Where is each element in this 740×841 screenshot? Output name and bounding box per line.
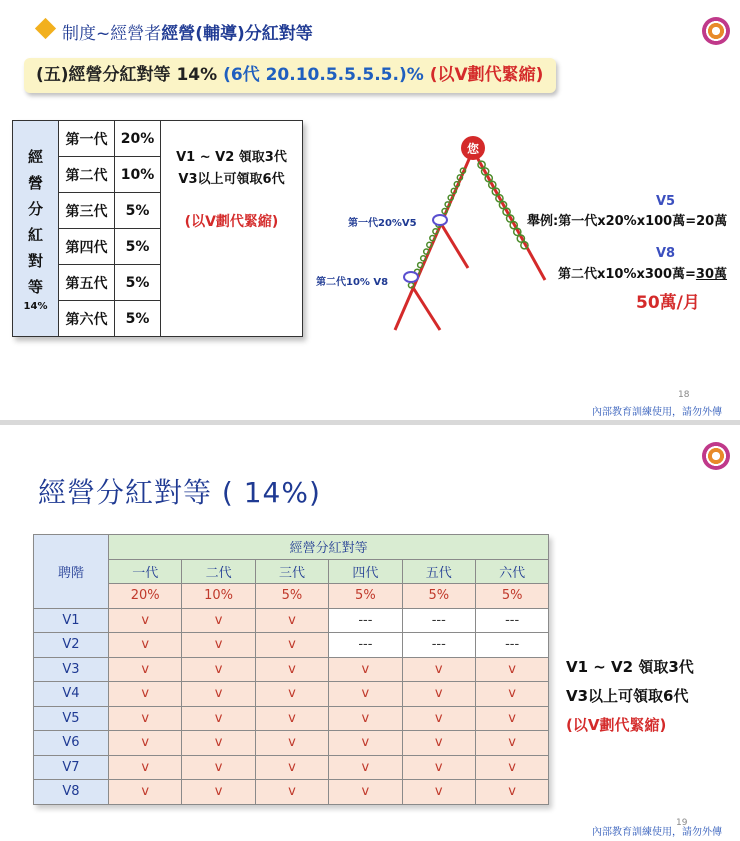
rank-note: V1 ~ V2 領取3代 V3以上可領取6代 (以V劃代緊縮): [566, 658, 694, 734]
eligible-cell: v: [255, 608, 328, 633]
percentage-cell: 5%: [115, 265, 161, 301]
eligible-cell: v: [182, 657, 255, 682]
eligible-cell: v: [475, 682, 548, 707]
note-cell: V1 ~ V2 領取3代 V3以上可領取6代 (以V劃代緊縮): [161, 121, 303, 337]
eligible-cell: v: [402, 755, 475, 780]
eligible-cell: v: [475, 731, 548, 756]
tree-branch-gen1: [440, 222, 468, 268]
group-header: 經營分紅對等: [109, 535, 549, 560]
generation-cell: 第二代: [59, 157, 115, 193]
percentage-header: 10%: [182, 584, 255, 609]
eligible-cell: v: [402, 780, 475, 805]
eligible-cell: v: [402, 657, 475, 682]
table-row: [34, 755, 549, 780]
eligible-cell: v: [402, 682, 475, 707]
rank-cell: V4: [34, 682, 109, 707]
eligible-cell: v: [475, 755, 548, 780]
eligible-cell: v: [402, 731, 475, 756]
generation-header-row: [34, 559, 549, 584]
eligible-cell: v: [182, 633, 255, 658]
eligible-cell: v: [475, 780, 548, 805]
eligible-cell: v: [475, 706, 548, 731]
page-number: 19: [676, 818, 688, 828]
generation-cell: 第六代: [59, 301, 115, 337]
eligible-cell: v: [109, 633, 182, 658]
eligible-cell: v: [329, 755, 402, 780]
generation-header: 三代: [255, 559, 328, 584]
chain-links: [408, 161, 528, 288]
table-row: [34, 657, 549, 682]
generation-cell: 第一代: [59, 121, 115, 157]
eligible-cell: v: [329, 706, 402, 731]
not-eligible-cell: ---: [402, 608, 475, 633]
eligible-cell: v: [255, 706, 328, 731]
eligible-cell: v: [182, 731, 255, 756]
eligible-cell: v: [255, 755, 328, 780]
monthly-total: 50萬/月: [636, 293, 700, 313]
gen2-label: 第二代10% V8: [316, 277, 389, 288]
eligible-cell: v: [109, 657, 182, 682]
rank-cell: V5: [34, 706, 109, 731]
not-eligible-cell: ---: [402, 633, 475, 658]
example-line1: 舉例:第一代x20%x100萬=20萬: [527, 214, 728, 229]
example-v5-label: V5: [656, 194, 676, 209]
table-row: [34, 780, 549, 805]
rank-cell: V1: [34, 608, 109, 633]
percentage-header-row: [34, 584, 549, 609]
table-row: [34, 706, 549, 731]
table-row: [34, 731, 549, 756]
generation-header: 一代: [109, 559, 182, 584]
eligible-cell: v: [402, 706, 475, 731]
footer-notice: 內部教育訓練使用，請勿外傳: [592, 407, 722, 418]
not-eligible-cell: ---: [329, 608, 402, 633]
gen2-node-icon: [404, 272, 418, 282]
generation-cell: 第五代: [59, 265, 115, 301]
table-row: [34, 608, 549, 633]
percentage-cell: 5%: [115, 193, 161, 229]
percentage-header: 5%: [475, 584, 548, 609]
gen1-label: 第一代20%V5: [348, 218, 417, 229]
example-line2: 第二代x10%x300萬=30萬: [558, 267, 728, 282]
percentage-cell: 10%: [115, 157, 161, 193]
generation-cell: 第四代: [59, 229, 115, 265]
eligible-cell: v: [182, 780, 255, 805]
generation-header: 二代: [182, 559, 255, 584]
rank-cell: V3: [34, 657, 109, 682]
eligible-cell: v: [329, 682, 402, 707]
slide-title: 制度~經營者經營(輔導)分紅對等: [62, 24, 313, 44]
slide-18: [0, 0, 740, 420]
rank-cell: V7: [34, 755, 109, 780]
percentage-header: 20%: [109, 584, 182, 609]
eligible-cell: v: [182, 608, 255, 633]
rank-header: 聘階: [34, 535, 109, 609]
eligible-cell: v: [182, 682, 255, 707]
rank-cell: V8: [34, 780, 109, 805]
tree-branch-gen2: [412, 286, 440, 330]
eligible-cell: v: [329, 657, 402, 682]
root-node-label: 您: [466, 142, 480, 156]
percentage-cell: 5%: [115, 301, 161, 337]
eligible-cell: v: [255, 780, 328, 805]
rank-cell: V6: [34, 731, 109, 756]
generation-header: 六代: [475, 559, 548, 584]
summary-banner: (五)經營分紅對等 14% (6代 20.10.5.5.5.5.)% (以V劃代緊縮): [24, 58, 556, 93]
slide-19: [0, 425, 740, 841]
not-eligible-cell: ---: [329, 633, 402, 658]
eligible-cell: v: [255, 657, 328, 682]
eligible-cell: v: [255, 633, 328, 658]
rank-cell: V2: [34, 633, 109, 658]
eligible-cell: v: [329, 731, 402, 756]
percentage-header: 5%: [255, 584, 328, 609]
eligible-cell: v: [182, 706, 255, 731]
eligible-cell: v: [182, 755, 255, 780]
eligible-cell: v: [109, 608, 182, 633]
percentage-header: 5%: [402, 584, 475, 609]
eligible-cell: v: [255, 731, 328, 756]
eligible-cell: v: [109, 780, 182, 805]
eligible-cell: v: [109, 755, 182, 780]
eligible-cell: v: [475, 657, 548, 682]
slide-title: 經營分紅對等 ( 14%): [38, 476, 321, 509]
generation-cell: 第三代: [59, 193, 115, 229]
eligible-cell: v: [255, 682, 328, 707]
percentage-cell: 5%: [115, 229, 161, 265]
eligible-cell: v: [329, 780, 402, 805]
rank-generation-table: [33, 534, 549, 805]
percentage-header: 5%: [329, 584, 402, 609]
generation-header: 四代: [329, 559, 402, 584]
not-eligible-cell: ---: [475, 608, 548, 633]
company-logo-icon: [702, 442, 730, 470]
generation-header: 五代: [402, 559, 475, 584]
eligible-cell: v: [109, 706, 182, 731]
eligible-cell: v: [109, 731, 182, 756]
table-row: [34, 682, 549, 707]
footer-notice: 內部教育訓練使用，請勿外傳: [592, 827, 722, 838]
not-eligible-cell: ---: [475, 633, 548, 658]
vertical-label-cell: 經 營 分 紅 對 等 14%: [13, 121, 59, 337]
eligible-cell: v: [109, 682, 182, 707]
table-row: [34, 633, 549, 658]
page-number: 18: [678, 390, 690, 400]
example-v8-label: V8: [656, 246, 676, 261]
percentage-cell: 20%: [115, 121, 161, 157]
gen1-node-icon: [433, 215, 447, 225]
